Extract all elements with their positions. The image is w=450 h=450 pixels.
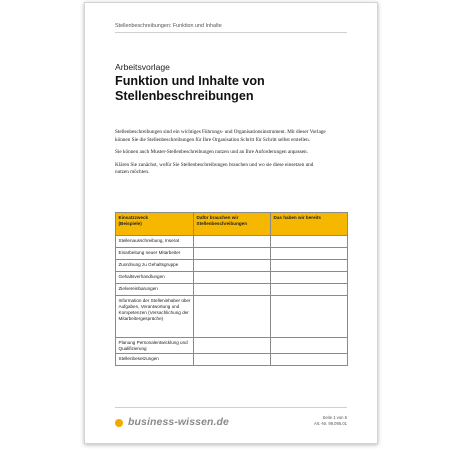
- paragraph: Sie können auch Muster-Stellenbeschreibungen nutzen und an Ihre Anforderungen anpassen.: [115, 149, 308, 156]
- document-title: Funktion und Inhalte von Stellenbeschreibungen: [115, 74, 265, 103]
- row-label: Stellenausschreibung, Inserat: [116, 236, 194, 248]
- document-subtitle: Arbeitsvorlage: [115, 62, 170, 72]
- table-row: [116, 338, 348, 354]
- column-header-sub: (Beispiele): [118, 220, 142, 226]
- table-row: [116, 236, 348, 248]
- table-header-row: [116, 213, 348, 236]
- paragraph: Klären Sie zunächst, wofür Sie Stellenbeschreibungen brauchen und wo sie diese einsetzen und nutzen möchten.: [115, 161, 314, 176]
- needed-cell[interactable]: [194, 248, 271, 260]
- column-header-existing: Das haben wir bereits: [271, 213, 348, 236]
- document-body: [115, 129, 327, 182]
- column-header-label: Einsatzzweck: [118, 214, 149, 220]
- row-label: Einarbeitung neuer Mitarbeiter: [116, 248, 194, 260]
- page-number: Seite 1 von 6: [322, 415, 347, 420]
- needed-cell[interactable]: [194, 272, 271, 284]
- row-label: Zielvereinbarungen: [116, 284, 194, 296]
- existing-cell[interactable]: [271, 236, 348, 248]
- needed-cell[interactable]: [194, 236, 271, 248]
- needed-cell[interactable]: [194, 354, 271, 366]
- table-row: [116, 296, 348, 338]
- existing-cell[interactable]: [271, 338, 348, 354]
- table-row: [116, 248, 348, 260]
- logo-dot-icon: [115, 419, 123, 427]
- needed-cell[interactable]: [194, 296, 271, 338]
- column-header-purpose: [116, 213, 194, 236]
- running-header: Stellenbeschreibungen: Funktion und Inhalte: [115, 23, 222, 29]
- table-row: [116, 354, 348, 366]
- existing-cell[interactable]: [271, 272, 348, 284]
- paragraph: Stellenbeschreibungen sind ein wichtiges Führungs- und Organisationsinstrument. Mit dieser Vorlage können Sie die Stellenbeschreibungen für Ihre Organisation Schritt für Schritt selbst erstellen.: [115, 129, 326, 143]
- needed-cell[interactable]: [194, 260, 271, 272]
- document-page: [84, 2, 378, 444]
- row-label: Planung Personalentwicklung und Qualifizierung: [116, 338, 194, 354]
- purpose-table: [115, 212, 348, 366]
- row-label: Information der Stelleninhaber über Aufgaben, Verantwortung und Kompetenzen (Versachlichung der Mitarbeitergespräche): [116, 296, 194, 338]
- article-number: Art.-Nr. 99.095.01: [313, 421, 347, 426]
- needed-cell[interactable]: [194, 338, 271, 354]
- existing-cell[interactable]: [271, 284, 348, 296]
- column-header-needed: Dafür brauchen wir Stellenbeschreibungen: [194, 213, 271, 236]
- row-label: Zuordnung zu Gehaltsgruppe: [116, 260, 194, 272]
- existing-cell[interactable]: [271, 248, 348, 260]
- existing-cell[interactable]: [271, 354, 348, 366]
- existing-cell[interactable]: [271, 260, 348, 272]
- row-label: Gehaltsverhandlungen: [116, 272, 194, 284]
- existing-cell[interactable]: [271, 296, 348, 338]
- footer-divider: [115, 407, 347, 408]
- table-row: [116, 284, 348, 296]
- table-row: [116, 260, 348, 272]
- brand-logo[interactable]: business-wissen.de: [128, 416, 230, 428]
- needed-cell[interactable]: [194, 284, 271, 296]
- row-label: Stellenbesetzungen: [116, 354, 194, 366]
- header-divider: [115, 32, 347, 33]
- table-row: [116, 272, 348, 284]
